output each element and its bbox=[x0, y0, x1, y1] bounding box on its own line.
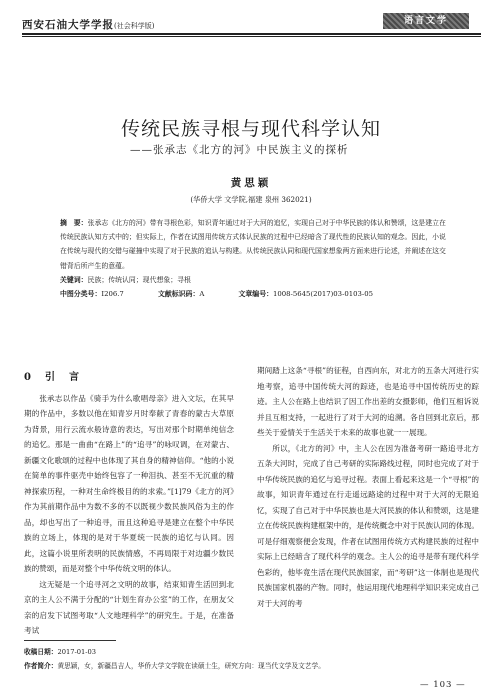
section-tag: 语言文学 bbox=[383, 13, 469, 29]
footnote-label: 收稿日期： bbox=[24, 648, 58, 656]
footnote-text: 2017-01-03 bbox=[57, 648, 96, 656]
journal-subname: (社会科学版) bbox=[114, 22, 155, 30]
header-rule-thin bbox=[22, 36, 481, 37]
abstract-block bbox=[60, 216, 450, 301]
footnote-author bbox=[24, 660, 325, 670]
article-subtitle: ——张承志《北方的河》中民族主义的探析 bbox=[130, 144, 349, 156]
journal-header bbox=[22, 17, 154, 32]
footnote-rule bbox=[24, 640, 116, 641]
body-paragraph: 所以，《北方的河》中，主人公在因为准备考研一路追寻北方五条大河时，完成了自己考研的实际路线过程，同时也完成了对于中华传统民族的追忆与追寻过程。表面上看起来这是一个“寻根”的故事，知识青年通过在行走遥远路途的过程中对于大河的无限追忆，实现了自己对于中华民族也是大河民族的体认和赞颂，这是建立在传统民族构建框架中的，是传统概念中对于民族认同的体现。可是仔细观察便会发现，作者在试图用传统方式构建民族的过程中实际上已经暗含了现代科学的观念。主人公的追寻是带有现代科学色彩的，他毕竟生活在现代民族国家，而“考研”这一体制也是现代民族国家机器的产物。同时，他运用现代地理科学知识来完成自己对于大河的考 bbox=[257, 443, 479, 608]
keywords-label: 关键词： bbox=[60, 275, 88, 284]
header-rule-thick bbox=[22, 33, 481, 35]
author-affiliation: (华侨大学 文学院,福建 泉州 362021) bbox=[190, 195, 312, 204]
footnote-received bbox=[24, 646, 96, 656]
abstract-label: 摘 要： bbox=[60, 219, 88, 227]
classification-row bbox=[60, 287, 450, 301]
footnote-label: 作者简介： bbox=[24, 662, 58, 670]
abstract-text: 张承志《北方的河》带有寻根色彩，知识青年通过对于大河的追忆，实现自己对于中华民族的体认和赞颂，这是建立在传统民族认知方式中的；但实际上，作者在试图用传统方式体认民族的过程中已经暗含了现代性的民族认知的观念。因此，小说在传统与现代的交错与碰撞中实现了对于民族的追认与构建。从传统民族认同和现代国家想象两方面来进行论述，并阐述在这交错背后所产生的意蕴。 bbox=[60, 219, 446, 270]
clc-value: I206.7 bbox=[101, 290, 124, 299]
footnote-text: 黄思颖，女，新疆昌吉人，华侨大学文学院在读硕士生，研究方向：现当代文学及文艺学。 bbox=[57, 662, 325, 670]
author-name: 黄思颖 bbox=[230, 177, 272, 189]
article-id-label: 文章编号： bbox=[238, 290, 273, 299]
clc-field bbox=[60, 290, 140, 298]
section-heading: 0 引 言 bbox=[24, 372, 81, 383]
body-column-left bbox=[24, 370, 234, 639]
clc-label: 中图分类号： bbox=[60, 290, 102, 299]
keywords-text: 民族；传统认同；现代想象；寻根 bbox=[87, 275, 191, 284]
page-number: — 103 — bbox=[420, 680, 466, 690]
journal-name: 西安石油大学学报 bbox=[22, 19, 114, 31]
body-paragraph: 期间踏上这条“寻根”的征程，自西向东，对北方的五条大河进行实地考察，追寻中国传统大河的踪迹，也是追寻中国传统历史的踪迹。主人公在路上也结识了因工作出差的女摄影师，他们互相诉说并且互相支持，一起进行了对于大河的追溯。各自回到北京后，那些关于爱情关于生活关于未来的故事也就一一展现。 bbox=[257, 366, 479, 437]
article-id-value: 1008-5645(2017)03-0103-05 bbox=[272, 290, 374, 299]
doc-code-value: A bbox=[199, 290, 205, 299]
article-id-field bbox=[239, 290, 390, 298]
doc-code-field bbox=[158, 290, 220, 298]
body-paragraph: 张承志以作品《骑手为什么歌唱母亲》进入文坛，在其早期的作品中，多数以他在知青岁月时奉献了青春的蒙古大草原为背景，用行云流水般诗意的表达，写出对那个时期单纯信念的追忆。那是一曲曲“在路上”的“追寻”的咏叹调，在对蒙古、新疆文化歌颂的过程中也体现了其自身的精神信仰。“他的小说在简单的事件驱壳中始终包容了一种泪执、甚至不无沉重的精神探索历程，一种对生命终极目的的求索。”[1]79《北方的河》作为其前期作品中为数不多的不以既视少数民族风俗为主的作品，却也写出了一种追寻，而且这种追寻是建立在整个中华民族的立场上，体现的是对于华夏统一民族的追忆与认同。因此，这篇小说里所表明的民族情感，不再局限于对边疆少数民族的赞颂，而是对整个中华传统文明的体认。 bbox=[24, 393, 234, 573]
article-title: 传统民族寻根与现代科学认知 bbox=[120, 118, 381, 140]
doc-code-label: 文献标识码： bbox=[158, 290, 200, 299]
body-column-right bbox=[257, 363, 479, 611]
keywords-row bbox=[60, 273, 450, 287]
body-paragraph: 这无疑是一个追寻河之文明的故事，结束知青生活回到北京的主人公不满于分配的“计划生育办公室”的工作，在朋友父亲的启发下试图考取“人文地理科学”的研究生。于是，在准备考试 bbox=[24, 579, 234, 635]
abstract-paragraph bbox=[60, 216, 450, 273]
